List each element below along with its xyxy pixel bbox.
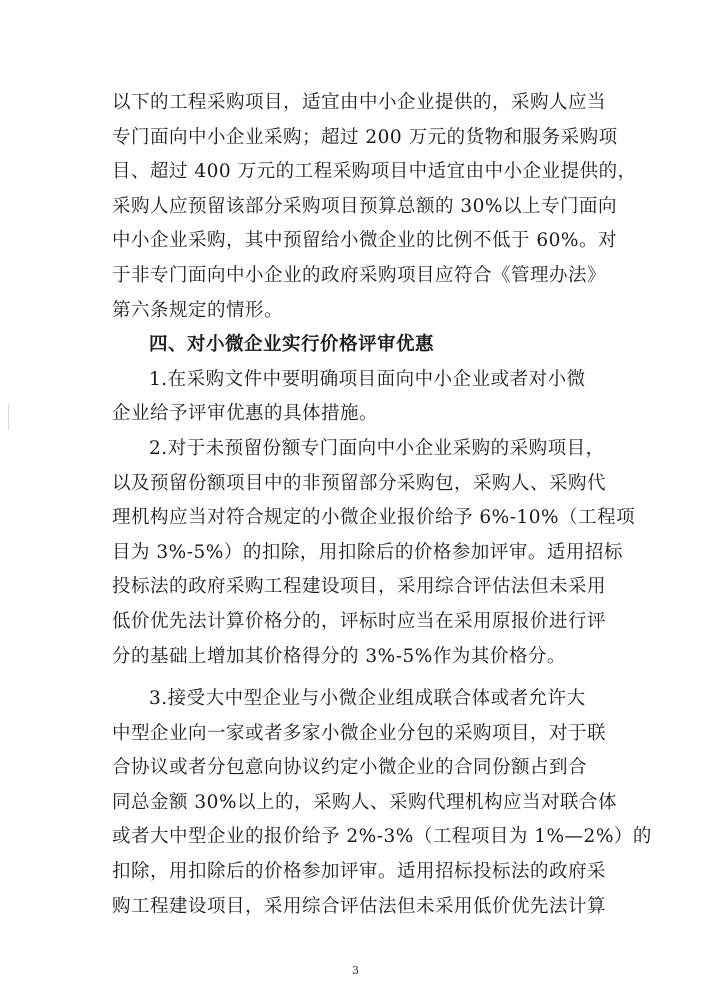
text-line: 2.对于未预留份额专门面向中小企业采购的采购项目， (149, 437, 605, 459)
text-line: 分的基础上增加其价格得分的 3%-5%作为其价格分。 (112, 645, 566, 667)
paragraph-gap (112, 674, 612, 682)
text-line: 购工程建设项目，采用综合评估法但未采用低价优先法计算 (112, 895, 607, 917)
document-body (112, 86, 652, 924)
text-line: 企业给予评审优惠的具体措施。 (112, 403, 379, 425)
text-line: 目为 3%-5%）的扣除，用扣除后的价格参加评审。适用招标 (112, 541, 623, 563)
text-line: 合协议或者分包意向协议约定小微企业的合同份额占到合 (112, 757, 588, 779)
text-line: 1.在采购文件中要明确项目面向中小企业或者对小微 (149, 368, 586, 390)
text-line: 3.接受大中型企业与小微企业组成联合体或者允许大 (149, 688, 586, 710)
text-line: 目、超过 400 万元的工程采购项目中适宜由中小企业提供的， (112, 161, 637, 183)
text-line: 或者大中型企业的报价给予 2%-3%（工程项目为 1%—2%）的 (112, 826, 652, 848)
text-line: 同总金额 30%以上的，采购人、采购代理机构应当对联合体 (112, 791, 618, 813)
section-heading: 四、对小微企业实行价格评审优惠 (149, 334, 435, 356)
text-line: 低价优先法计算价格分的，评标时应当在采用原报价进行评 (112, 610, 607, 632)
paragraph-procurement-reservation (112, 86, 637, 328)
text-line: 于非专门面向中小企业的政府采购项目应符合《管理办法》 (112, 264, 607, 286)
scan-margin-mark (8, 404, 9, 430)
paragraph-item-3 (112, 682, 652, 924)
text-line: 中型企业向一家或者多家小微企业分包的采购项目，对于联 (112, 722, 607, 744)
paragraph-item-1 (112, 363, 612, 432)
text-line: 第六条规定的情形。 (112, 299, 284, 321)
text-line: 采购人应预留该部分采购项目预算总额的 30%以上专门面向 (112, 195, 618, 217)
text-line: 以及预留份额项目中的非预留部分采购包，采购人、采购代 (112, 472, 607, 494)
text-line: 理机构应当对符合规定的小微企业报价给予 6%-10%（工程项 (112, 507, 636, 529)
text-line: 专门面向中小企业采购；超过 200 万元的货物和服务采购项 (112, 126, 618, 148)
text-line: 以下的工程采购项目，适宜由中小企业提供的，采购人应当 (112, 92, 607, 113)
text-line: 中小企业采购，其中预留给小微企业的比例不低于 60%。对 (112, 230, 618, 252)
paragraph-item-2 (112, 432, 636, 674)
text-line: 投标法的政府采购工程建设项目，采用综合评估法但未采用 (112, 576, 607, 598)
page-number: 3 (352, 964, 359, 977)
text-line: 扣除，用扣除后的价格参加评审。适用招标投标法的政府采 (112, 861, 607, 883)
